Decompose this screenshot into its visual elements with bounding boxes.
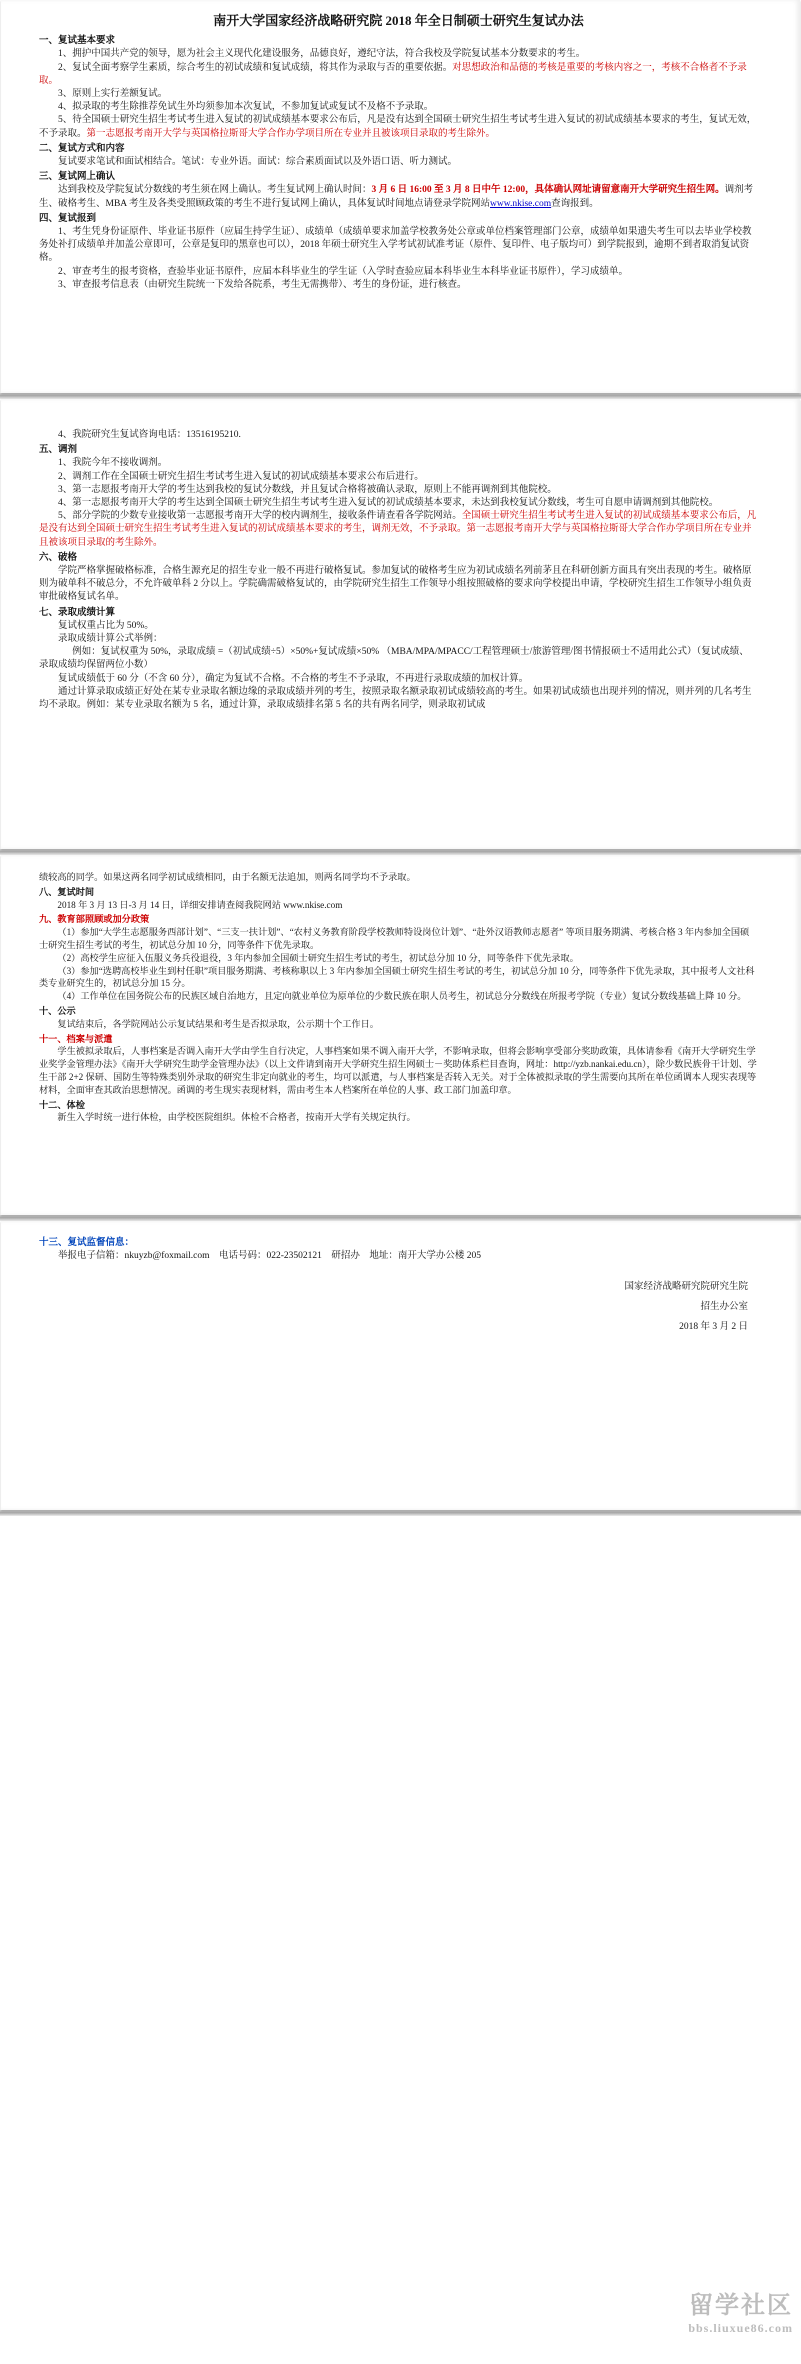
text-run: 录取成绩计算公式举例： — [58, 634, 163, 645]
paragraph — [39, 471, 758, 484]
text-run: 八、复试时间 — [39, 886, 95, 897]
watermark-site-url: bbs.liuxue86.com — [688, 2321, 793, 2335]
watermark-site-name: 留学社区 — [689, 2293, 793, 2319]
highlight-red-bold-text: 3 月 6 日 16:00 至 3 月 8 日中午 12:00，具体确认网址请留意南开大学研究生招生网。 — [371, 185, 725, 196]
text-run: 复试权重占比为 50%。 — [58, 620, 154, 631]
text-run: 新生入学时统一进行体检，由学校医院组织。体检不合格者，按南开大学有关规定执行。 — [57, 1112, 416, 1123]
paragraph — [39, 429, 758, 442]
signature-line — [39, 1297, 758, 1317]
paragraph — [39, 990, 758, 1003]
text-run: 十三、复试监督信息： — [39, 1238, 135, 1248]
paragraph — [39, 510, 758, 550]
paragraph — [39, 62, 758, 88]
text-run: 九、教育部照顾或加分政策 — [39, 914, 150, 925]
paragraph — [39, 1111, 758, 1124]
text-run: 四、复试报到 — [39, 213, 97, 224]
document-page-4 — [1, 1221, 800, 1510]
paragraph — [39, 1045, 758, 1096]
text-run: 学生被拟录取后，人事档案是否调入南开大学由学生自行决定，人事档案如果不调入南开大学，不影响录取，但将会影响享受部分奖助政策，具体请参看《南开大学研究生学业奖学金管理办法》《南开大学研究生助学金管理办法》（以上文件请到南开大学研究生招生网硕士－奖助体系栏目查询，网址：http://yzb.nankai.edu.cn），除少数民族骨干计划、学生干部 2+2 保研、国防生等特殊类别外录取的研究生非定向就业的考生，均可以派遣，与人事档案是否转入无关。对于全体被拟录取的学生需要向其所在单位函调本人现实表现等材料，全面审查其政治思想情况。函调的考生现实表现材料，需由考生本人档案所在单位的人事、政工部门加盖印章。 — [39, 1046, 757, 1095]
paragraph — [39, 620, 758, 633]
section-heading — [39, 213, 758, 226]
section-heading — [39, 35, 758, 48]
text-run: 例如：复试权重为 50%，录取成绩 =（初试成绩÷5）×50%+复试成绩×50% （MBA/MPA/MPACC/工程管理硕士/旅游管理/图书情报硕士不适用此公式）（复试成绩、录取成绩均保留两位小数） — [39, 647, 749, 671]
text-run: 4、拟录取的考生除推荐免试生外均须参加本次复试，不参加复试或复试不及格不予录取。 — [58, 102, 434, 113]
paragraph — [39, 279, 758, 292]
section-heading — [39, 607, 758, 620]
text-run: 调剂考生、破格考生、MBA 考生及各类受照顾政策的考生不进行复试网上确认，具体复试时间地点请登录学院网站 — [39, 185, 754, 209]
section-heading — [39, 886, 758, 899]
text-run: （2）高校学生应征入伍服义务兵役退役，3 年内参加全国硕士研究生招生考试的考生，初试总分加 10 分，同等条件下优先录取。 — [57, 952, 579, 963]
text-run: 4、我院研究生复试咨询电话：13516195210. — [58, 430, 241, 440]
formula-line — [39, 646, 758, 672]
paragraph — [39, 565, 758, 605]
text-run: 六、破格 — [39, 552, 78, 563]
text-run: 复试成绩低于 60 分（不含 60 分），确定为复试不合格。不合格的考生不予录取，不再进行录取成绩的加权计算。 — [58, 673, 529, 684]
signature-line — [39, 1277, 758, 1297]
paragraph — [39, 673, 758, 686]
section-heading — [39, 171, 758, 184]
watermark — [688, 2292, 793, 2336]
paragraph — [39, 226, 758, 266]
text-run: 五、调剂 — [39, 445, 78, 456]
text-run: 南开大学国家经济战略研究院 2018 年全日制硕士研究生复试办法 — [213, 13, 584, 28]
text-run: 1、考生凭身份证原件、毕业证书原件（应届生持学生证）、成绩单（成绩单要求加盖学校教务处公章或单位档案管理部门公章，成绩单如果遗失考生可以去毕业学校教务处补打成绩单并加盖公章即可，公章是复印的黑章也可以），2018 年硕士研究生入学考试初试准考证（原件、复印件、电子版均可）到学院报到，逾期不到者取消复试资格。 — [39, 227, 752, 264]
section-heading — [39, 1099, 758, 1112]
paragraph — [39, 156, 758, 169]
paragraph — [39, 952, 758, 965]
text-run: 2、审查考生的报考资格，查验毕业证书原件，应届本科毕业生的学生证（入学时查验应届本科毕业生本科毕业证书原件），学习成绩单。 — [58, 266, 629, 277]
paragraph — [39, 88, 758, 101]
section-heading — [39, 913, 758, 926]
paragraph — [39, 266, 758, 279]
document-title — [39, 14, 758, 27]
paragraph — [39, 184, 758, 210]
text-run: 1、拥护中国共产党的领导，愿为社会主义现代化建设服务，品德良好，遵纪守法，符合我校及学院复试基本分数要求的考生。 — [58, 49, 586, 60]
paragraph — [39, 114, 758, 140]
text-run: 七、录取成绩计算 — [39, 607, 116, 618]
text-run: 国家经济战略研究院研究生院 — [624, 1282, 748, 1293]
text-run: 学院严格掌握破格标准，合格生源充足的招生专业一般不再进行破格复试。参加复试的破格考生应为初试成绩名列前茅且在科研创新方面具有突出表现的考生。破格原则为破单科不破总分，不允许破单科 2 分以上。学院确需破格复试的，由学院研究生招生工作领导小组按照破格的要求向学校提出申请，学校研究生招生工作领导小组负责审批破格复试名单。 — [39, 566, 752, 603]
text-run: 达到我校及学院复试分数线的考生须在网上确认。考生复试网上确认时间： — [58, 185, 372, 196]
paragraph — [39, 1018, 758, 1031]
text-run: 5、部分学院的少数专业接收第一志愿报考南开大学的校内调剂生，接收条件请查看各学院网站。 — [58, 511, 462, 522]
section-heading — [39, 143, 758, 156]
paragraph — [39, 48, 758, 61]
text-run: 一、复试基本要求 — [39, 36, 116, 47]
text-run: 3、第一志愿报考南开大学的考生达到我校的复试分数线，并且复试合格将被确认录取，原则上不能再调剂到其他院校。 — [58, 484, 557, 495]
text-run: 绩较高的同学。如果这两名同学初试成绩相同，由于名额无法追加，则两名同学均不予录取。 — [39, 872, 416, 882]
section-heading — [39, 1237, 758, 1250]
blank-page-area — [0, 1516, 801, 2364]
text-run: 5、待全国硕士研究生招生考试考生进入复试的初试成绩基本要求公布后，凡是没有达到全国硕士研究生招生考试考生进入复试的初试成绩基本要求的考生，复试无效，不予录取。 — [39, 115, 757, 139]
document-page-2 — [1, 399, 800, 849]
highlight-red-text: 对思想政治和品德的考核是重要的考核内容之一，考核不合格者不予录取。 — [39, 62, 747, 86]
text-run: 2018 年 3 月 13 日-3 月 14 日，详细安排请查阅我院网站 www.nkise.com — [57, 899, 343, 910]
document-page-1 — [1, 0, 800, 393]
paragraph — [39, 926, 758, 952]
section-heading — [39, 444, 758, 457]
highlight-red-text: 第一志愿报考南开大学与英国格拉斯哥大学合作办学项目所在专业并且被该项目录取的考生除外。 — [86, 128, 496, 139]
section-heading — [39, 1005, 758, 1018]
paragraph — [39, 484, 758, 497]
text-run: （4）工作单位在国务院公布的民族区域自治地方，且定向就业单位为原单位的少数民族在职人员考生，初试总分分数线在所报考学院（专业）复试分数线基础上降 10 分。 — [57, 991, 747, 1002]
paragraph — [39, 965, 758, 991]
text-run: 2018 年 3 月 2 日 — [679, 1322, 748, 1333]
text-run: 2、调剂工作在全国硕士研究生招生考试考生进入复试的初试成绩基本要求公布后进行。 — [58, 471, 424, 482]
paragraph — [39, 633, 758, 646]
section-heading — [39, 1033, 758, 1046]
text-run: 十一、档案与派遣 — [39, 1033, 113, 1044]
text-run: 十、公示 — [39, 1005, 76, 1016]
paragraph — [39, 686, 758, 712]
document-page-3 — [1, 855, 800, 1215]
text-run: 4、第一志愿报考南开大学的考生达到全国硕士研究生招生考试考生进入复试的初试成绩基本要求，未达到我校复试分数线，考生可自愿申请调剂到其他院校。 — [58, 498, 719, 509]
paragraph — [39, 497, 758, 510]
text-run: 2、复试全面考察学生素质，综合考生的初试成绩和复试成绩，将其作为录取与否的重要依据。 — [58, 62, 453, 73]
text-run: 复试结束后，各学院网站公示复试结果和考生是否拟录取，公示期十个工作日。 — [57, 1018, 379, 1029]
section-heading — [39, 552, 758, 565]
text-run: 1、我院今年不接收调剂。 — [58, 458, 168, 469]
website-link[interactable]: www.nkise.com — [490, 198, 552, 209]
text-run: 举报电子信箱：nkuyzb@foxmail.com 电话号码：022-23502121 研招办 地址：南开大学办公楼 205 — [58, 1251, 482, 1262]
paragraph-continuation — [39, 871, 758, 884]
text-run: （1）参加“大学生志愿服务西部计划”、“三支一扶计划”、“农村义务教育阶段学校教师特设岗位计划”、“赴外汉语教师志愿者” 等项目服务期满、考核合格 3 年内参加全国硕士研究生招生考试的考生，初试总分加 10 分，同等条件下优先录取。 — [39, 927, 750, 950]
text-run: 三、复试网上确认 — [39, 172, 116, 183]
text-run: 3、原则上实行差额复试。 — [58, 89, 168, 100]
text-run: 通过计算录取成绩正好处在某专业录取名额边缘的录取成绩并列的考生，按照录取名额录取初试成绩较高的考生。如果初试成绩也出现并列的情况，则并列的几名考生均不录取。例如：某专业录取名额为 5 名，通过计算，录取成绩排名第 5 名的共有两名同学，则录取初试成 — [39, 686, 752, 711]
text-run: 十二、体检 — [39, 1099, 85, 1110]
paragraph — [39, 457, 758, 470]
text-run: 招生办公室 — [700, 1302, 748, 1313]
paragraph — [39, 1250, 758, 1263]
paragraph — [39, 101, 758, 114]
highlight-red-text: 全国硕士研究生招生考试考生进入复试的初试成绩基本要求公布后，凡是没有达到全国硕士研究生招生考试考生进入复试的初试成绩基本要求的考生，调剂无效，不予录取。第一志愿报考南开大学与英国格拉斯哥大学合作办学项目所在专业并且被该项目录取的考生除外。 — [39, 511, 757, 548]
paragraph — [39, 899, 758, 912]
text-run: 二、复试方式和内容 — [39, 143, 125, 154]
text-run: （3）参加“选聘高校毕业生到村任职”项目服务期满、考核称职以上 3 年内参加全国硕士研究生招生考试的考生，初试总分加 10 分，同等条件下优先录取，其中报考人文社科类专业研究生的，初试总分加 15 分。 — [39, 965, 755, 989]
signature-line — [39, 1317, 758, 1337]
text-run: 3、审查报考信息表（由研究生院统一下发给各院系，考生无需携带）、考生的身份证，进行核查。 — [58, 279, 467, 290]
text-run: 复试要求笔试和面试相结合。笔试：专业外语。面试：综合素质面试以及外语口语、听力测试。 — [58, 157, 458, 168]
text-run: 查询报到。 — [551, 198, 599, 209]
